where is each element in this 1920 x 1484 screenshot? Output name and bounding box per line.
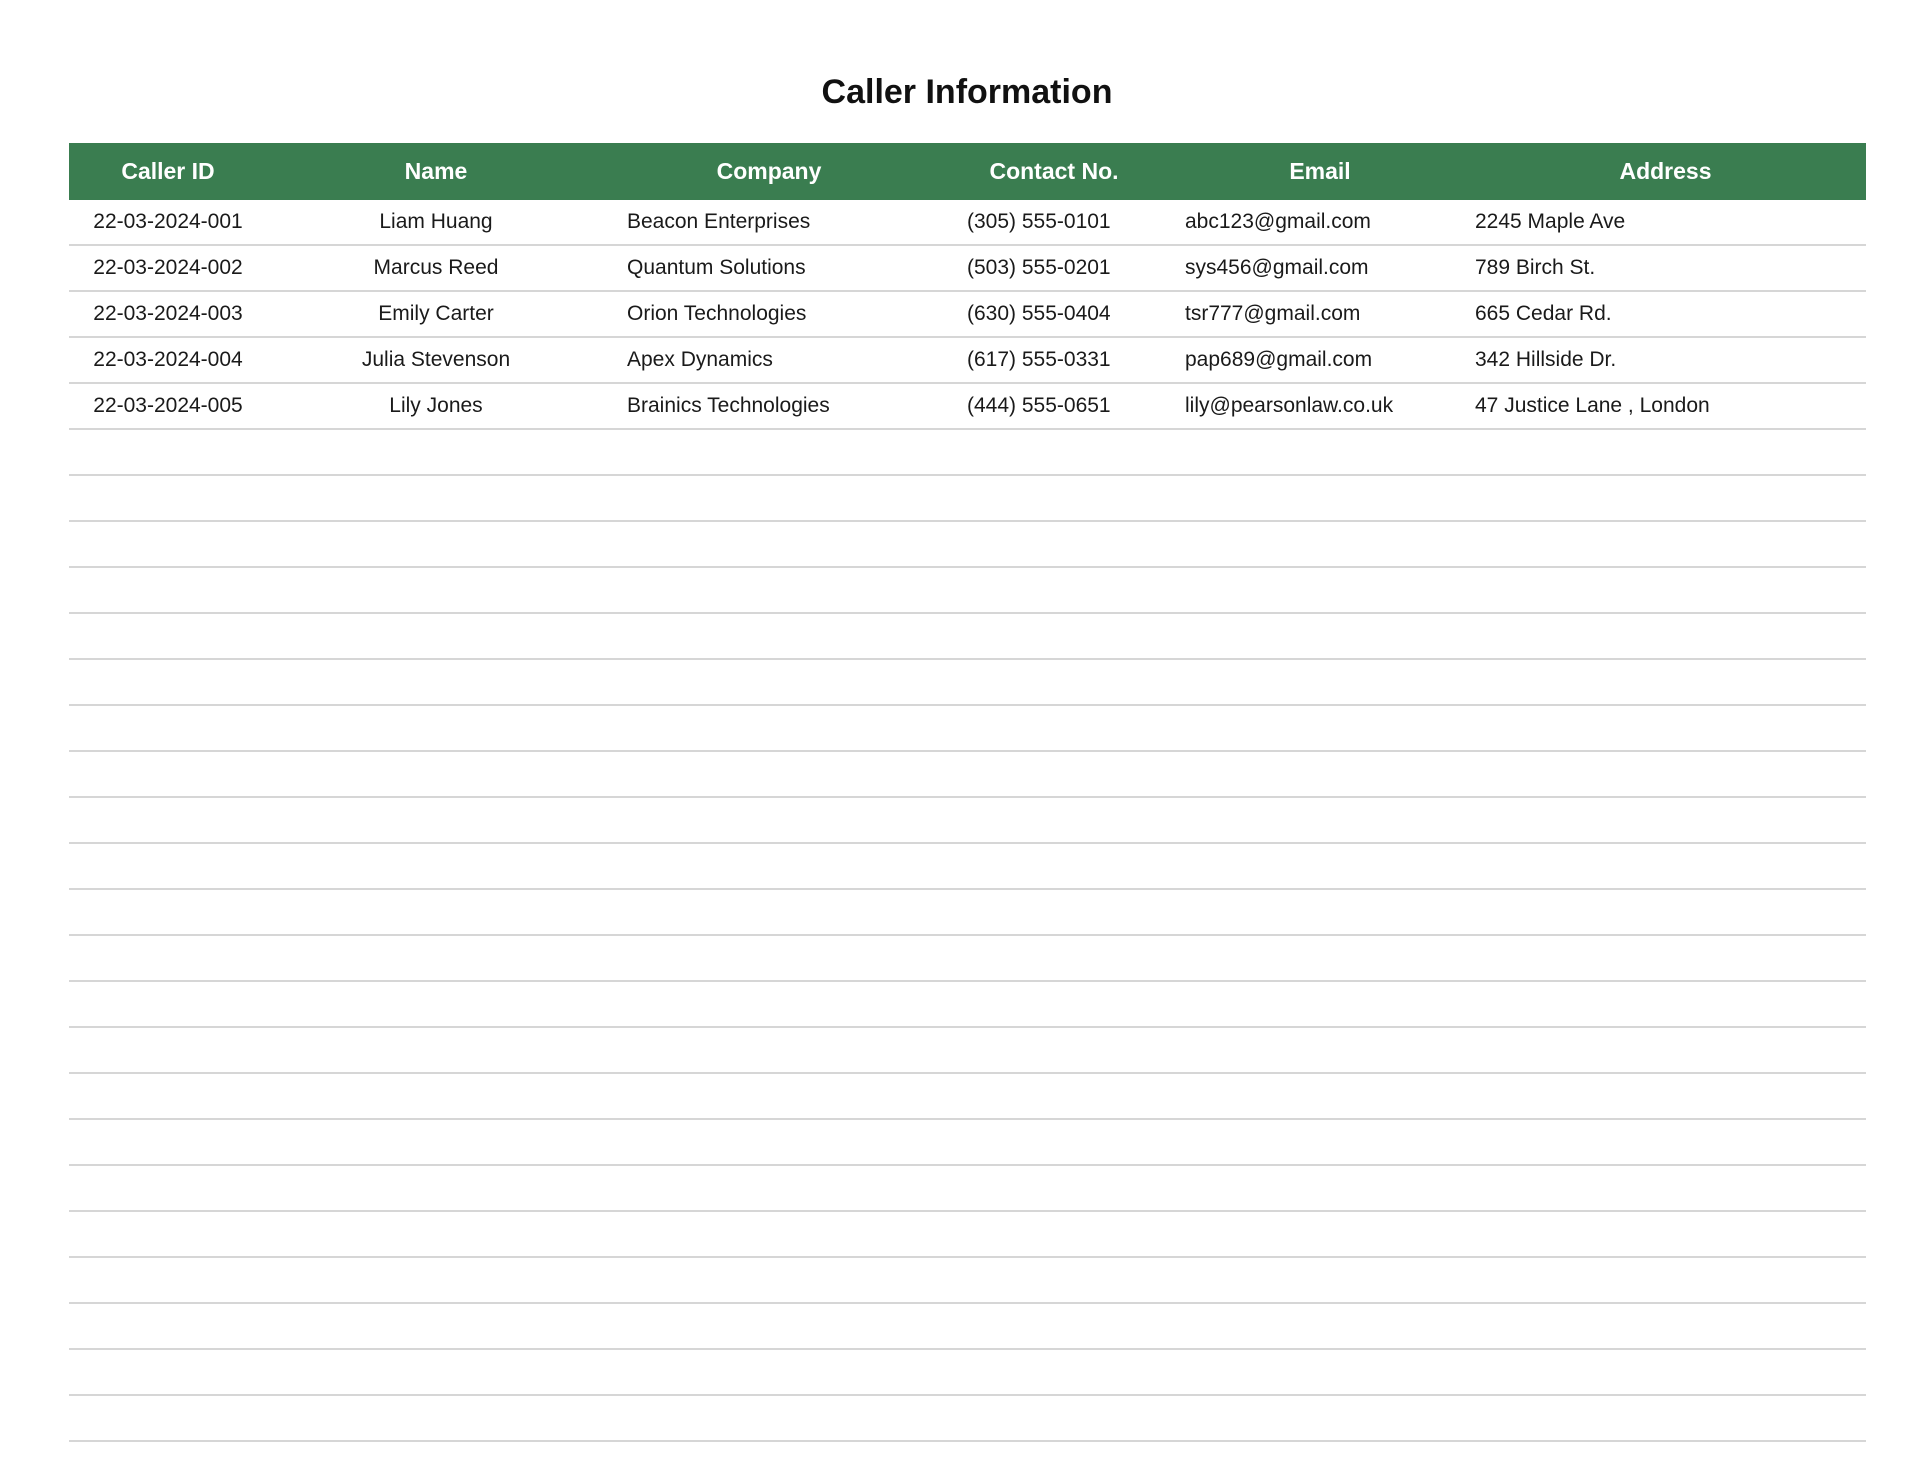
empty-cell: [933, 567, 1175, 613]
cell-caller-id: 22-03-2024-003: [69, 291, 267, 337]
empty-cell: [1175, 889, 1465, 935]
empty-cell: [1175, 1349, 1465, 1395]
cell-address: 789 Birch St.: [1465, 245, 1866, 291]
empty-cell: [605, 1165, 933, 1211]
empty-cell: [267, 613, 605, 659]
empty-cell: [69, 705, 267, 751]
empty-cell: [267, 935, 605, 981]
empty-cell: [933, 1349, 1175, 1395]
empty-table-row: [69, 613, 1866, 659]
empty-cell: [1175, 659, 1465, 705]
cell-address: 665 Cedar Rd.: [1465, 291, 1866, 337]
empty-cell: [933, 889, 1175, 935]
empty-cell: [605, 1119, 933, 1165]
empty-cell: [267, 1395, 605, 1441]
empty-cell: [605, 797, 933, 843]
header-row: [69, 143, 1866, 200]
empty-cell: [1465, 567, 1866, 613]
empty-cell: [267, 475, 605, 521]
empty-cell: [69, 613, 267, 659]
empty-cell: [267, 1073, 605, 1119]
empty-cell: [267, 751, 605, 797]
caller-table-container: [69, 143, 1866, 1442]
empty-cell: [1465, 1257, 1866, 1303]
empty-cell: [933, 475, 1175, 521]
cell-email: tsr777@gmail.com: [1175, 291, 1465, 337]
empty-cell: [1465, 1073, 1866, 1119]
empty-cell: [1175, 475, 1465, 521]
empty-cell: [1465, 843, 1866, 889]
header-company[interactable]: Company: [605, 143, 933, 200]
empty-cell: [933, 659, 1175, 705]
header-email[interactable]: Email: [1175, 143, 1465, 200]
empty-cell: [69, 475, 267, 521]
cell-company: Quantum Solutions: [605, 245, 933, 291]
cell-contact-no: (617) 555-0331: [933, 337, 1175, 383]
table-row[interactable]: [69, 383, 1866, 429]
empty-cell: [1465, 751, 1866, 797]
cell-contact-no: (444) 555-0651: [933, 383, 1175, 429]
empty-cell: [605, 1073, 933, 1119]
empty-cell: [1465, 429, 1866, 475]
empty-cell: [69, 1073, 267, 1119]
empty-cell: [605, 1027, 933, 1073]
empty-cell: [267, 1211, 605, 1257]
empty-cell: [933, 1027, 1175, 1073]
empty-cell: [267, 843, 605, 889]
empty-cell: [605, 659, 933, 705]
empty-cell: [267, 659, 605, 705]
caller-table: [69, 143, 1866, 1442]
cell-address: 342 Hillside Dr.: [1465, 337, 1866, 383]
table-header: [69, 143, 1866, 200]
empty-cell: [1175, 1027, 1465, 1073]
empty-cell: [933, 429, 1175, 475]
empty-cell: [933, 1119, 1175, 1165]
header-name[interactable]: Name: [267, 143, 605, 200]
empty-cell: [1465, 613, 1866, 659]
empty-table-row: [69, 1395, 1866, 1441]
empty-cell: [933, 751, 1175, 797]
empty-table-row: [69, 1257, 1866, 1303]
empty-cell: [69, 1165, 267, 1211]
cell-caller-id: 22-03-2024-004: [69, 337, 267, 383]
empty-cell: [605, 1211, 933, 1257]
empty-table-row: [69, 1119, 1866, 1165]
empty-cell: [1465, 659, 1866, 705]
empty-table-row: [69, 935, 1866, 981]
empty-cell: [933, 1165, 1175, 1211]
empty-table-row: [69, 1349, 1866, 1395]
empty-cell: [933, 705, 1175, 751]
cell-contact-no: (503) 555-0201: [933, 245, 1175, 291]
empty-cell: [1175, 981, 1465, 1027]
cell-company: Orion Technologies: [605, 291, 933, 337]
empty-cell: [605, 705, 933, 751]
empty-cell: [1175, 521, 1465, 567]
cell-contact-no: (630) 555-0404: [933, 291, 1175, 337]
header-caller-id[interactable]: Caller ID: [69, 143, 267, 200]
cell-contact-no: (305) 555-0101: [933, 200, 1175, 245]
empty-cell: [1175, 1395, 1465, 1441]
empty-table-row: [69, 1027, 1866, 1073]
cell-email: pap689@gmail.com: [1175, 337, 1465, 383]
empty-cell: [1175, 751, 1465, 797]
empty-cell: [1175, 797, 1465, 843]
empty-table-row: [69, 567, 1866, 613]
empty-cell: [605, 889, 933, 935]
table-row[interactable]: [69, 337, 1866, 383]
empty-cell: [605, 1257, 933, 1303]
empty-cell: [605, 1349, 933, 1395]
empty-table-row: [69, 659, 1866, 705]
empty-cell: [605, 475, 933, 521]
empty-table-row: [69, 521, 1866, 567]
cell-company: Beacon Enterprises: [605, 200, 933, 245]
cell-email: lily@pearsonlaw.co.uk: [1175, 383, 1465, 429]
cell-address: 2245 Maple Ave: [1465, 200, 1866, 245]
empty-cell: [267, 1119, 605, 1165]
cell-email: abc123@gmail.com: [1175, 200, 1465, 245]
header-address[interactable]: Address: [1465, 143, 1866, 200]
empty-cell: [69, 567, 267, 613]
cell-company: Brainics Technologies: [605, 383, 933, 429]
cell-name: Lily Jones: [267, 383, 605, 429]
cell-name: Julia Stevenson: [267, 337, 605, 383]
empty-cell: [1465, 1165, 1866, 1211]
empty-cell: [605, 751, 933, 797]
empty-cell: [69, 935, 267, 981]
cell-name: Marcus Reed: [267, 245, 605, 291]
empty-table-row: [69, 843, 1866, 889]
empty-cell: [1465, 1349, 1866, 1395]
table-row[interactable]: [69, 200, 1866, 245]
empty-cell: [605, 567, 933, 613]
empty-cell: [605, 613, 933, 659]
empty-cell: [1465, 1303, 1866, 1349]
empty-cell: [267, 521, 605, 567]
empty-cell: [1465, 1027, 1866, 1073]
empty-table-row: [69, 889, 1866, 935]
empty-cell: [267, 1027, 605, 1073]
empty-table-row: [69, 475, 1866, 521]
empty-cell: [933, 613, 1175, 659]
empty-cell: [267, 1303, 605, 1349]
empty-cell: [605, 521, 933, 567]
empty-cell: [267, 1349, 605, 1395]
cell-company: Apex Dynamics: [605, 337, 933, 383]
empty-cell: [69, 1395, 267, 1441]
empty-cell: [69, 843, 267, 889]
empty-table-row: [69, 797, 1866, 843]
cell-name: Emily Carter: [267, 291, 605, 337]
empty-cell: [1175, 935, 1465, 981]
table-row[interactable]: [69, 291, 1866, 337]
empty-cell: [1175, 567, 1465, 613]
empty-cell: [933, 1257, 1175, 1303]
cell-name: Liam Huang: [267, 200, 605, 245]
empty-cell: [605, 935, 933, 981]
empty-table-row: [69, 705, 1866, 751]
empty-table-row: [69, 981, 1866, 1027]
empty-cell: [69, 1349, 267, 1395]
empty-cell: [1465, 797, 1866, 843]
empty-table-row: [69, 1165, 1866, 1211]
empty-cell: [605, 1303, 933, 1349]
empty-cell: [69, 1211, 267, 1257]
empty-table-row: [69, 1073, 1866, 1119]
empty-cell: [933, 1303, 1175, 1349]
empty-cell: [1465, 981, 1866, 1027]
empty-cell: [69, 1119, 267, 1165]
cell-caller-id: 22-03-2024-001: [69, 200, 267, 245]
page-title: Caller Information: [821, 73, 1113, 111]
empty-cell: [267, 567, 605, 613]
empty-cell: [69, 1027, 267, 1073]
table-body: [69, 200, 1866, 1441]
empty-cell: [267, 981, 605, 1027]
empty-cell: [1175, 705, 1465, 751]
cell-caller-id: 22-03-2024-002: [69, 245, 267, 291]
empty-cell: [1465, 1395, 1866, 1441]
empty-cell: [69, 981, 267, 1027]
empty-cell: [1175, 613, 1465, 659]
empty-cell: [267, 1257, 605, 1303]
empty-cell: [267, 705, 605, 751]
cell-address: 47 Justice Lane , London: [1465, 383, 1866, 429]
cell-email: sys456@gmail.com: [1175, 245, 1465, 291]
empty-cell: [1175, 843, 1465, 889]
empty-cell: [1175, 1119, 1465, 1165]
empty-cell: [933, 1211, 1175, 1257]
empty-cell: [69, 889, 267, 935]
empty-cell: [1465, 705, 1866, 751]
empty-cell: [1465, 1119, 1866, 1165]
empty-cell: [1175, 1073, 1465, 1119]
empty-cell: [267, 429, 605, 475]
empty-cell: [1175, 1165, 1465, 1211]
empty-table-row: [69, 429, 1866, 475]
empty-cell: [933, 1395, 1175, 1441]
empty-cell: [933, 1073, 1175, 1119]
empty-cell: [933, 797, 1175, 843]
empty-cell: [1175, 1303, 1465, 1349]
empty-cell: [69, 429, 267, 475]
empty-table-row: [69, 751, 1866, 797]
empty-cell: [605, 981, 933, 1027]
empty-cell: [933, 935, 1175, 981]
empty-cell: [933, 843, 1175, 889]
empty-cell: [1465, 1211, 1866, 1257]
empty-cell: [1465, 889, 1866, 935]
empty-cell: [267, 1165, 605, 1211]
cell-caller-id: 22-03-2024-005: [69, 383, 267, 429]
empty-cell: [69, 1257, 267, 1303]
empty-cell: [69, 1303, 267, 1349]
empty-cell: [69, 797, 267, 843]
empty-cell: [1465, 935, 1866, 981]
empty-cell: [1465, 475, 1866, 521]
header-contact-no[interactable]: Contact No.: [933, 143, 1175, 200]
empty-cell: [1175, 1211, 1465, 1257]
empty-cell: [933, 981, 1175, 1027]
empty-cell: [1175, 1257, 1465, 1303]
empty-table-row: [69, 1303, 1866, 1349]
empty-cell: [69, 521, 267, 567]
empty-cell: [605, 429, 933, 475]
empty-cell: [1175, 429, 1465, 475]
empty-cell: [605, 1395, 933, 1441]
empty-cell: [605, 843, 933, 889]
empty-cell: [933, 521, 1175, 567]
empty-cell: [267, 797, 605, 843]
empty-cell: [1465, 521, 1866, 567]
empty-cell: [69, 659, 267, 705]
empty-table-row: [69, 1211, 1866, 1257]
empty-cell: [69, 751, 267, 797]
empty-cell: [267, 889, 605, 935]
table-row[interactable]: [69, 245, 1866, 291]
